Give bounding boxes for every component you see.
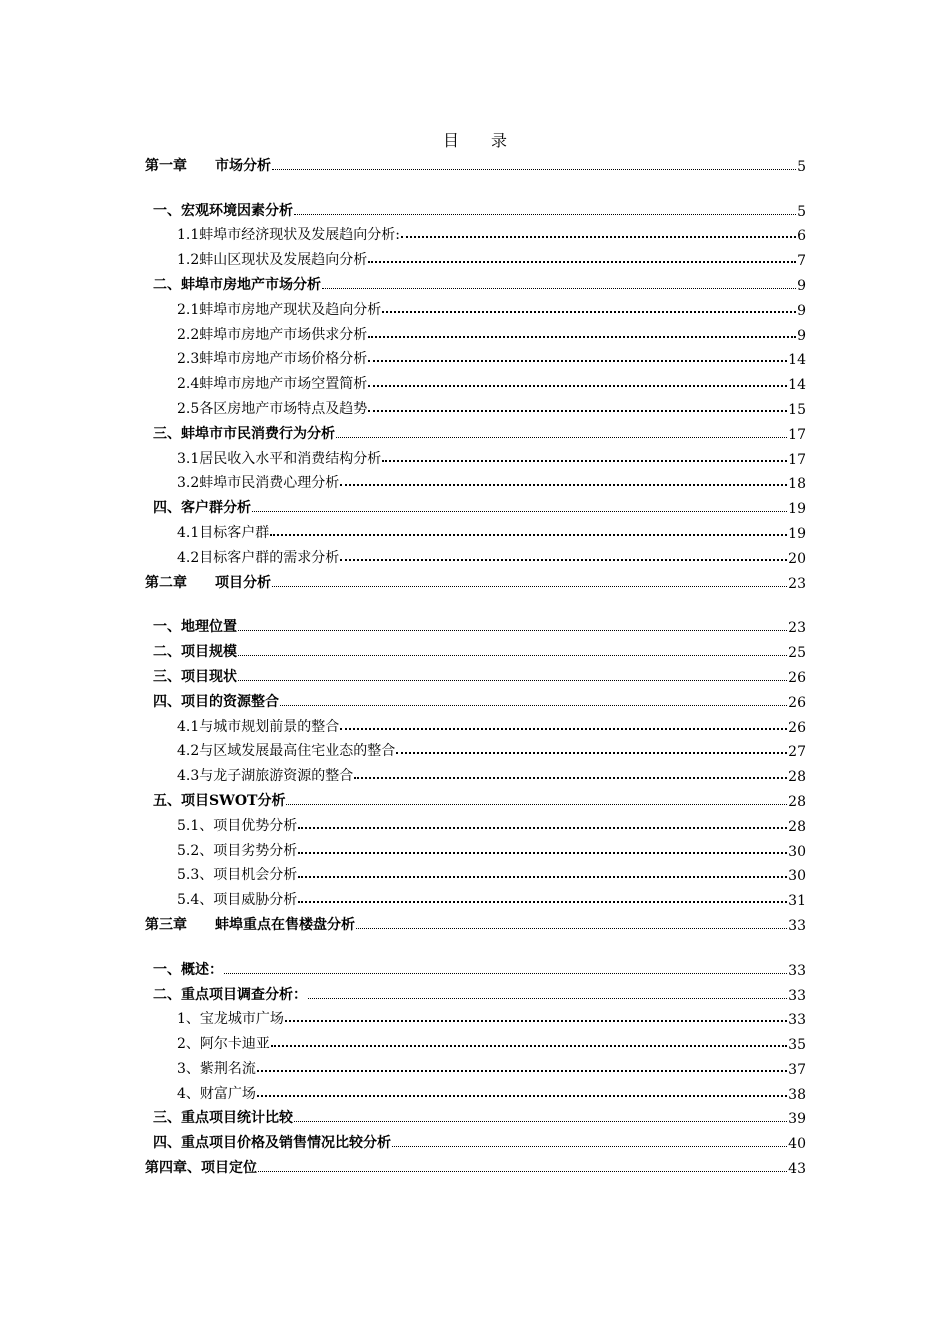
toc-entry-title: 一、宏观环境因素分析 [153, 202, 293, 219]
toc-dot-leader [308, 998, 787, 999]
toc-dot-leader [258, 1171, 787, 1172]
toc-dot-leader [396, 752, 787, 754]
toc-entry[interactable] [145, 1127, 806, 1152]
toc-entry[interactable] [145, 220, 806, 245]
toc-dot-leader [238, 655, 787, 656]
toc-entry[interactable] [145, 1152, 806, 1177]
toc-entry[interactable] [145, 492, 806, 517]
toc-entry-title: 二、蚌埠市房地产市场分析 [153, 276, 321, 293]
toc-entry-title: 第二章 项目分析 [145, 574, 271, 591]
toc-entry-title: 三、重点项目统计比较 [153, 1110, 293, 1127]
toc-entry-title: 5.1、项目优势分析 [177, 817, 298, 834]
toc-dot-leader [270, 534, 787, 536]
toc-entry[interactable] [145, 661, 806, 686]
toc-dot-leader [252, 511, 787, 512]
toc-dot-leader [368, 336, 796, 338]
toc-entry-title: 3.1居民收入水平和消费结构分析 [177, 450, 382, 467]
toc-entry-title: 一、概述： [153, 961, 223, 978]
toc-dot-leader [298, 827, 787, 829]
toc-page-number: 26 [788, 719, 806, 736]
toc-entry-title: 一、地理位置 [153, 619, 237, 636]
toc-dot-leader [356, 928, 787, 929]
toc-page-number: 26 [788, 694, 806, 711]
toc-entry-title: 2、阿尔卡迪亚 [177, 1036, 270, 1053]
toc-entry[interactable] [145, 443, 806, 468]
toc-page-number: 19 [788, 501, 806, 518]
toc-entry-title: 2.3蚌埠市房地产市场价格分析 [177, 351, 368, 368]
toc-page-number: 39 [788, 1111, 806, 1128]
toc-entry-title: 第三章 蚌埠重点在售楼盘分析 [145, 916, 355, 933]
toc-page-number: 9 [797, 277, 806, 294]
toc-dot-leader [285, 1020, 787, 1022]
toc-entry-title: 4.2与区域发展最高住宅业态的整合 [177, 743, 396, 760]
toc-dot-leader [286, 804, 787, 805]
toc-entry[interactable] [145, 1103, 806, 1128]
toc-page-number: 5 [797, 203, 806, 220]
toc-dot-leader [368, 410, 787, 412]
toc-dot-leader [368, 261, 796, 263]
toc-dot-leader [392, 1146, 787, 1147]
toc-dot-leader [271, 1045, 787, 1047]
toc-page-number: 5 [797, 158, 806, 175]
toc-page-number: 6 [797, 228, 806, 245]
toc-page-number: 28 [788, 818, 806, 835]
table-of-contents [145, 150, 806, 1177]
toc-entry-title: 1、宝龙城市广场 [177, 1011, 284, 1028]
toc-page-number: 17 [788, 426, 806, 443]
toc-entry[interactable] [145, 760, 806, 785]
toc-entry-title: 5.4、项目威胁分析 [177, 892, 298, 909]
toc-entry-title: 二、重点项目调查分析： [153, 986, 307, 1003]
toc-dot-leader [298, 901, 787, 903]
toc-dot-leader [224, 973, 787, 974]
toc-entry[interactable] [145, 418, 806, 443]
toc-entry[interactable] [145, 269, 806, 294]
toc-page-number: 25 [788, 645, 806, 662]
toc-entry-title: 2.2蚌埠市房地产市场供求分析 [177, 326, 368, 343]
toc-entry-title: 1.2蚌山区现状及发展趋向分析 [177, 252, 368, 269]
toc-page-number: 17 [788, 451, 806, 468]
toc-page-number: 20 [788, 550, 806, 567]
toc-dot-leader [382, 311, 796, 313]
toc-entry[interactable] [145, 954, 806, 979]
toc-entry[interactable] [145, 517, 806, 542]
toc-page-number: 7 [797, 253, 806, 270]
toc-page-number: 33 [788, 962, 806, 979]
toc-entry[interactable] [145, 711, 806, 736]
toc-entry[interactable] [145, 835, 806, 860]
toc-page-number: 30 [788, 843, 806, 860]
toc-dot-leader [272, 586, 787, 587]
toc-entry-title: 2.4蚌埠市房地产市场空置简析 [177, 376, 368, 393]
toc-entry-title: 5.2、项目劣势分析 [177, 842, 298, 859]
toc-dot-leader [336, 437, 787, 438]
toc-entry-title: 4、财富广场 [177, 1085, 256, 1102]
toc-entry[interactable] [145, 686, 806, 711]
toc-entry[interactable] [145, 195, 806, 220]
toc-page-number: 33 [788, 917, 806, 934]
toc-entry[interactable] [145, 542, 806, 567]
toc-entry-title: 2.1蚌埠市房地产现状及趋向分析 [177, 301, 382, 318]
toc-dot-leader [238, 680, 787, 681]
toc-page-number: 23 [788, 620, 806, 637]
toc-dot-leader [272, 169, 796, 170]
toc-entry[interactable] [145, 736, 806, 761]
toc-entry[interactable] [145, 319, 806, 344]
toc-entry[interactable] [145, 344, 806, 369]
toc-entry-title: 四、客户群分析 [153, 500, 251, 517]
toc-entry[interactable] [145, 1078, 806, 1103]
toc-page-number: 40 [788, 1136, 806, 1153]
toc-entry-title: 3.2蚌埠市民消费心理分析 [177, 475, 340, 492]
toc-entry[interactable] [145, 810, 806, 835]
toc-dot-leader [368, 360, 787, 362]
toc-dot-leader [340, 559, 787, 561]
toc-entry-title: 4.1与城市规划前景的整合 [177, 718, 340, 735]
toc-entry-title: 五、项目SWOT分析 [153, 792, 286, 809]
toc-entry[interactable] [145, 979, 806, 1004]
toc-dot-leader [257, 1070, 787, 1072]
toc-entry-title: 5.3、项目机会分析 [177, 867, 298, 884]
toc-page-number: 15 [788, 401, 806, 418]
toc-entry-title: 三、蚌埠市市民消费行为分析 [153, 425, 335, 442]
toc-entry[interactable] [145, 393, 806, 418]
toc-dot-leader [294, 1121, 787, 1122]
toc-dot-leader [340, 728, 787, 730]
toc-page-number: 28 [788, 769, 806, 786]
toc-page-number: 31 [788, 893, 806, 910]
toc-page-number: 19 [788, 525, 806, 542]
toc-dot-leader [238, 630, 787, 631]
toc-dot-leader [368, 385, 787, 387]
toc-entry-title: 第一章 市场分析 [145, 157, 271, 174]
toc-dot-leader [401, 236, 796, 238]
toc-entry[interactable] [145, 244, 806, 269]
toc-page-number: 33 [788, 1012, 806, 1029]
toc-entry-title: 四、重点项目价格及销售情况比较分析 [153, 1135, 391, 1152]
toc-entry[interactable] [145, 150, 806, 175]
toc-page-number: 43 [788, 1161, 806, 1178]
toc-dot-leader [354, 777, 787, 779]
toc-entry-title: 4.2目标客户群的需求分析 [177, 549, 340, 566]
toc-entry[interactable] [145, 1028, 806, 1053]
toc-entry-title: 二、项目规模 [153, 644, 237, 661]
toc-entry-title: 2.5各区房地产市场特点及趋势 [177, 400, 368, 417]
toc-page-number: 35 [788, 1037, 806, 1054]
toc-entry[interactable] [145, 909, 806, 934]
toc-entry[interactable] [145, 294, 806, 319]
toc-entry-title: 4.3与龙子湖旅游资源的整合 [177, 768, 354, 785]
toc-page-number: 23 [788, 575, 806, 592]
toc-dot-leader [340, 484, 787, 486]
toc-page-number: 33 [788, 987, 806, 1004]
toc-dot-leader [322, 288, 796, 289]
toc-page-number: 30 [788, 868, 806, 885]
toc-entry-title: 4.1目标客户群 [177, 524, 270, 541]
toc-entry[interactable] [145, 884, 806, 909]
toc-dot-leader [298, 876, 787, 878]
toc-entry[interactable] [145, 636, 806, 661]
toc-page-number: 28 [788, 793, 806, 810]
toc-title: 目录 [442, 131, 539, 150]
toc-dot-leader [257, 1095, 787, 1097]
toc-entry-title: 3、紫荆名流 [177, 1060, 256, 1077]
toc-entry[interactable] [145, 785, 806, 810]
toc-page-number: 37 [788, 1061, 806, 1078]
toc-entry[interactable] [145, 860, 806, 885]
toc-page-number: 18 [788, 476, 806, 493]
toc-dot-leader [298, 852, 787, 854]
toc-entry[interactable] [145, 368, 806, 393]
toc-entry[interactable] [145, 1004, 806, 1029]
toc-entry[interactable] [145, 1053, 806, 1078]
toc-dot-leader [294, 214, 796, 215]
toc-entry-title: 1.1蚌埠市经济现状及发展趋向分析: [177, 227, 400, 244]
toc-entry[interactable] [145, 468, 806, 493]
toc-entry[interactable] [145, 567, 806, 592]
toc-dot-leader [382, 460, 787, 462]
toc-page-number: 38 [788, 1086, 806, 1103]
toc-page-number: 26 [788, 669, 806, 686]
toc-entry-title: 三、项目现状 [153, 668, 237, 685]
toc-entry[interactable] [145, 612, 806, 637]
toc-page-number: 27 [788, 744, 806, 761]
toc-page-number: 14 [788, 352, 806, 369]
toc-page-number: 9 [797, 327, 806, 344]
toc-page-number: 9 [797, 302, 806, 319]
toc-dot-leader [280, 705, 787, 706]
toc-entry-title: 第四章、项目定位 [145, 1160, 257, 1177]
toc-page-number: 14 [788, 377, 806, 394]
toc-entry-title: 四、项目的资源整合 [153, 693, 279, 710]
